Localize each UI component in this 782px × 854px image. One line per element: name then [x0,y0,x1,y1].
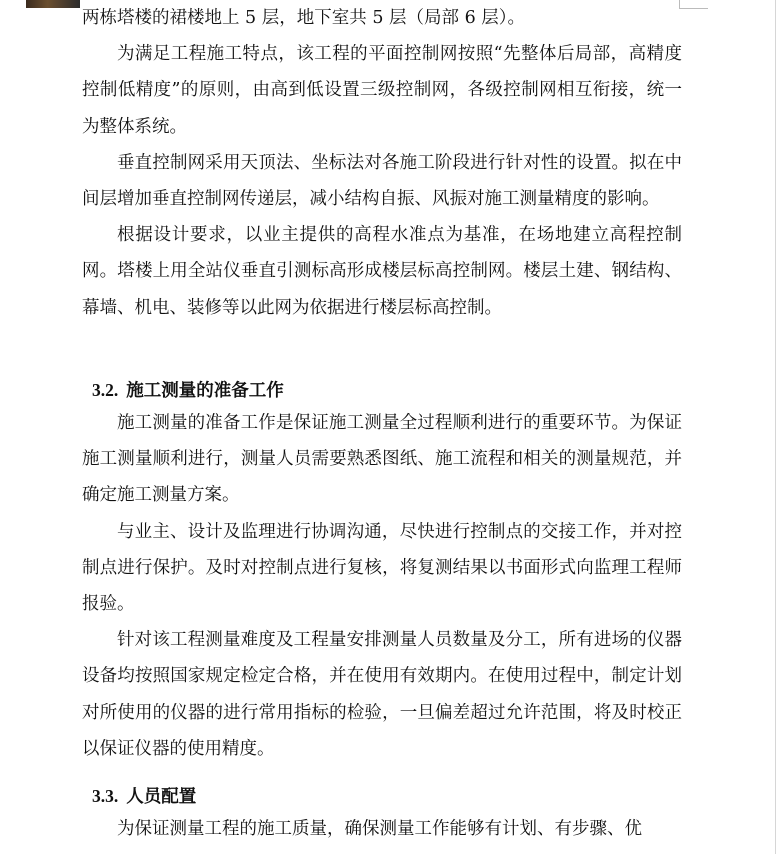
document-body-top [82,0,682,326]
section-number: 3.2. [92,380,119,400]
section-3-3-body [82,811,682,847]
section-title: 人员配置 [126,786,197,806]
thumbnail-image [26,0,80,8]
section-heading-3-2 [92,372,284,408]
paragraph: 为满足工程施工特点，该工程的平面控制网按照“先整体后局部，高精度控制低精度”的原则，由高到低设置三级控制网，各级控制网相互衔接，统一为整体系统。 [82,44,682,137]
paragraph: 为保证测量工程的施工质量，确保测量工作能够有计划、有步骤、优 [117,819,642,839]
page-corner-mark [679,0,708,9]
paragraph: 垂直控制网采用天顶法、坐标法对各施工阶段进行针对性的设置。拟在中间层增加垂直控制网传递层，减小结构自振、风振对施工测量精度的影响。 [82,152,682,210]
section-3-2-body [82,405,682,767]
paragraph: 两栋塔楼的裙楼地上 5 层，地下室共 5 层（局部 6 层）。 [82,8,526,28]
section-heading-3-3 [92,778,196,814]
section-number: 3.3. [92,786,119,806]
section-title: 施工测量的准备工作 [126,380,284,400]
page-edge-line [775,0,776,854]
paragraph: 针对该工程测量难度及工程量安排测量人员数量及分工，所有进场的仪器设备均按照国家规定检定合格，并在使用有效期内。在使用过程中，制定计划对所使用的仪器的进行常用指标的检验，一旦偏差超过允许范围，将及时校正以保证仪器的使用精度。 [82,630,682,759]
paragraph: 与业主、设计及监理进行协调沟通，尽快进行控制点的交接工作，并对控制点进行保护。及时对控制点进行复核，将复测结果以书面形式向监理工程师报验。 [82,521,682,615]
paragraph: 施工测量的准备工作是保证施工测量全过程顺利进行的重要环节。为保证施工测量顺利进行，测量人员需要熟悉图纸、施工流程和相关的测量规范，并确定施工测量方案。 [82,413,682,506]
paragraph: 根据设计要求，以业主提供的高程水准点为基准，在场地建立高程控制网。塔楼上用全站仪垂直引测标高形成楼层标高控制网。楼层土建、钢结构、幕墙、机电、装修等以此网为依据进行楼层标高控制。 [82,225,682,318]
